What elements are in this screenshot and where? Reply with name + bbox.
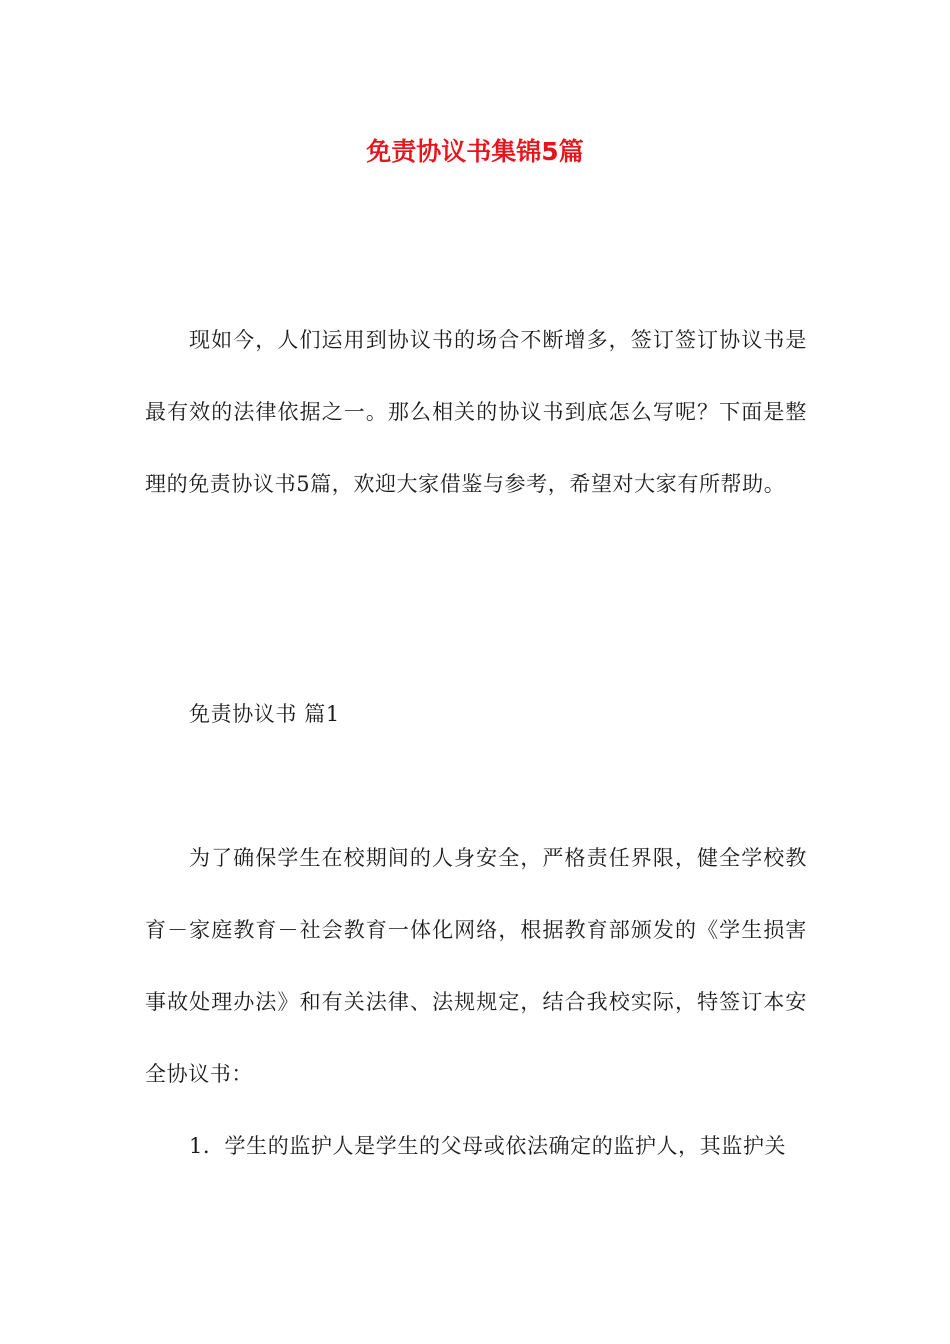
section-heading: 免责协议书 篇1 bbox=[189, 702, 340, 726]
body-paragraph: 为了确保学生在校期间的人身安全，严格责任界限，健全学校教育－家庭教育－社会教育一体化网络，根据教育部颁发的《学生损害事故处理办法》和有关法律、法规规定，结合我校实际，特签订本安全协议书： bbox=[145, 846, 807, 1086]
document-title: 免责协议书集锦5篇 bbox=[366, 137, 584, 166]
numbered-item: 1．学生的监护人是学生的父母或依法确定的监护人，其监护关 bbox=[189, 1134, 787, 1158]
intro-paragraph: 现如今，人们运用到协议书的场合不断增多，签订签订协议书是最有效的法律依据之一。那么相关的协议书到底怎么写呢？下面是整理的免责协议书5篇，欢迎大家借鉴与参考，希望对大家有所帮助。 bbox=[145, 328, 807, 496]
